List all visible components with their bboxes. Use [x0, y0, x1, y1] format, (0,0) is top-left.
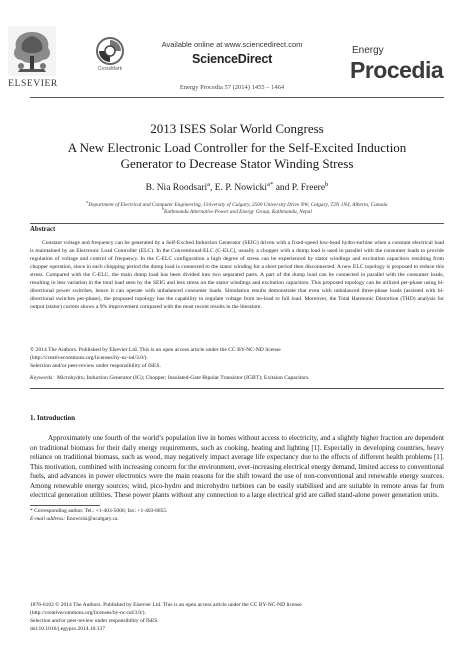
email-link[interactable]: Enowicki@ucalgary.ca.	[66, 516, 119, 522]
journal-reference: Energy Procedia 57 (2014) 1455 – 1464	[179, 84, 285, 91]
author-name: E. P. Nowicki	[214, 183, 268, 193]
author-affiliation-mark: a	[207, 180, 211, 188]
paper-title	[40, 140, 434, 171]
journal-logo-small-word: Energy	[352, 45, 384, 56]
author-name: B. Nia Roodsari	[145, 183, 208, 193]
abstract-top-divider	[30, 223, 444, 224]
author-separator: and	[273, 183, 292, 193]
author-name: P. Freere	[291, 183, 326, 193]
section-heading: 1. Introduction	[30, 414, 75, 422]
publication-info	[30, 601, 444, 633]
license-link[interactable]: (http://creativecommons.org/licenses/by-nc-nd/3.0/).	[30, 355, 148, 361]
footnote-divider	[30, 505, 100, 506]
conference-title: 2013 ISES Solar World Congress	[150, 121, 324, 136]
keywords	[30, 375, 444, 381]
issn-copyright-line: 1876-6102 © 2014 The Authors. Published by Elsevier Ltd. This is an open access article under the CC BY-NC-ND license	[30, 602, 302, 608]
keywords-label: Keywords:	[30, 375, 55, 381]
paper-title-line: Generator to Decrease Stator Winding Stress	[120, 155, 354, 171]
author-list	[20, 180, 454, 193]
crossmark-label: CrossMark	[97, 66, 123, 72]
doi-line[interactable]: doi:10.1016/j.egypro.2014.10.137	[30, 626, 106, 632]
copyright-line: © 2014 The Authors. Published by Elsevier Ltd. This is an open access article under the CC BY-NC-ND license	[30, 347, 281, 353]
corresponding-author-note: * Corresponding author. Tel.: +1-403-5006; fax: +1-403-6855.	[30, 508, 168, 514]
abstract-heading: Abstract	[30, 226, 56, 233]
introduction-body: Approximately one fourth of the world’s population live in homes without access to electricity, and a slightly higher fraction are dependent on traditional biomass for their daily energy requirements, such as cooking, heating and lighting [1]. Especially in developing countries, heavy reliance on traditional biomass, such as wood, may negatively impact average life expectancy due to the effects of different health problems [1]. This motivation, combined with increasing concern for the environment, ever-increasing electrical energy demand, limited access to conventional fuels, and advances in power electronics were the main reasons for the shift toward the use of non-conventional and renewable energy sources. Among renewable energy sources; wind, pico-hydro and microhydro turbines can be easily stabilised and are suitable in remote areas far from electrical generation utilities. These power plants without any connection to a large electrical grid are called stand-alone power generation units.	[30, 434, 444, 499]
journal-logo-large-word: Procedia	[350, 57, 444, 83]
affiliation-text: Kathmandu Alternative Power and Energy Group, Kathmandu, Nepal	[163, 209, 312, 215]
footnotes	[30, 507, 444, 523]
affiliation-text: Department of Electrical and Computer Engineering, University of Calgary, 2500 University Drive NW, Calgary, T2N 1N4, Alberta, Canada	[88, 202, 388, 208]
affiliations	[20, 202, 454, 216]
abstract-bottom-divider	[30, 388, 444, 389]
affiliation-line	[20, 209, 454, 216]
email-label: E-mail address:	[30, 516, 66, 522]
affiliation-mark: b	[162, 207, 164, 212]
author-affiliation-mark: a*	[267, 180, 274, 188]
copyright-line: Selection and/or peer-review under responsibility of ISES.	[30, 363, 161, 369]
crossmark-icon[interactable]	[95, 36, 125, 66]
header-divider	[30, 97, 444, 98]
peer-review-line: Selection and/or peer-review under responsibility of ISES.	[30, 618, 159, 624]
abstract-copyright	[30, 346, 444, 370]
affiliation-mark: a	[86, 200, 89, 205]
sciencedirect-wordmark[interactable]: ScienceDirect	[191, 52, 273, 66]
paper-title-line: A New Electronic Load Controller for the Self-Excited Induction	[67, 140, 407, 155]
author-separator: ,	[210, 183, 215, 193]
keywords-text: Microhydro; Induction Generator (IG); Chopper; Insulated-Gate Bipolar Transistor (IGBT); Exitaion Capacitors.	[56, 375, 310, 381]
publisher-name: ELSEVIER	[8, 79, 58, 89]
abstract-body: Constant voltage and frequency can be generated by a Self-Excited Induction Generator (SEIG) driven with a fixed-speed low-head hydro-turbine when a constant electrical load is maintained by an Electronic Load Controller (ELC). In the Conventional-ELC (C-ELC), usually a chopper with a dump load is used in parallel with the consumer loads to provide regulation of voltage and control of frequency. In the C-ELC configuration a high degree of stress can be experienced by stator windings and excitation capacitors resulting from chopper operation, since in each chopping period the dump load is connected to the stator winding for a short period then disconnected. A new ELC topology is proposed to reduce this stress. Compared with the C-ELC, the main dump load has been divided into two separated parts. A part of the dump load can be connected in parallel with the consumer loads, resulting in less variation in the total load seen by the SEIG and less stress on the stator windings and excitation capacitors. This proposed topology can be utilized per-phase using bi-directional power switches, hence it can operate with unbalanced consumer loads. Simulation results demonstrate that even with unbalanced three-phase loads (assisted with bi-directional switches per-phase), the proposed topology has the capability to regulate voltage from no-load to full load. Moreover, the Total Harmonic Distortion (THD) analysis for output (stator) current shows a 9% improvement compared with the most recent results in the literature.	[30, 240, 444, 311]
license-link[interactable]: (http://creativecommons.org/licenses/by-nc-nd/3.0/).	[30, 610, 146, 616]
author-affiliation-mark: b	[325, 180, 329, 188]
elsevier-tree-logo	[8, 26, 56, 76]
email-note	[30, 515, 444, 523]
available-online-text: Available online at www.sciencedirect.com	[161, 40, 303, 49]
